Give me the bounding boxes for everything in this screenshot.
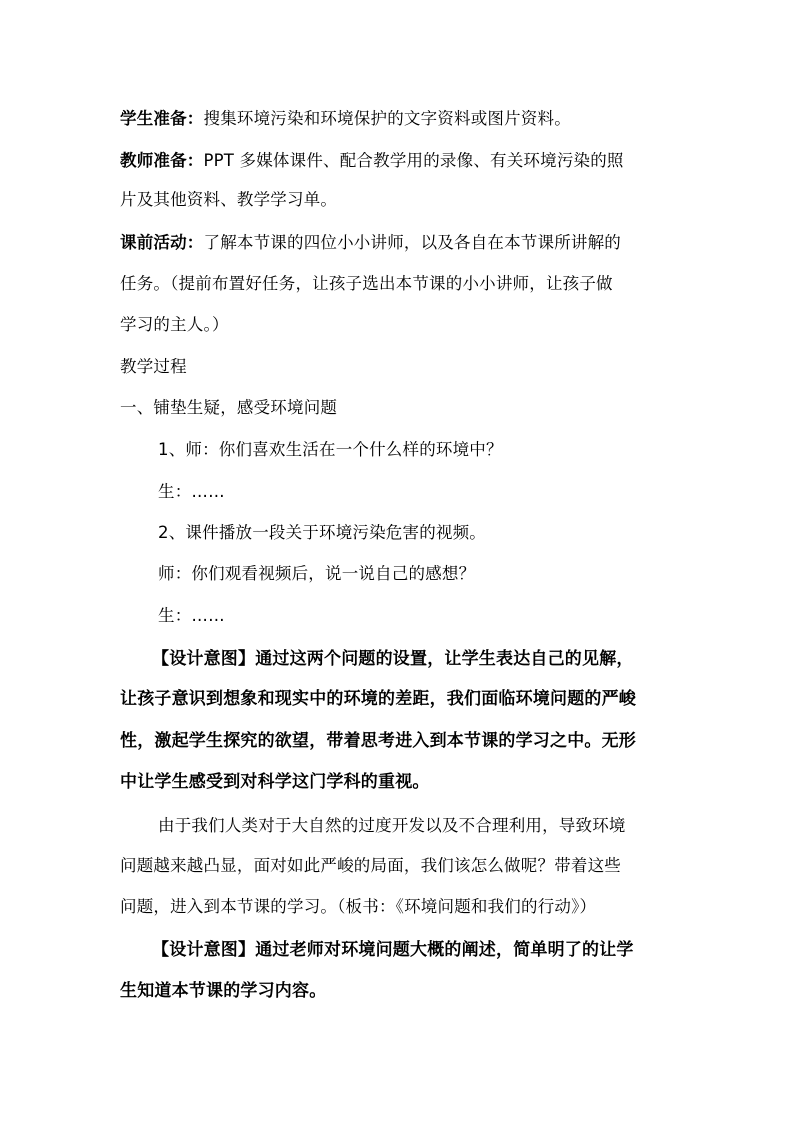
transition-line-1: 由于我们人类对于大自然的过度开发以及不合理利用，导致环境 — [158, 816, 626, 835]
design-intent-1-line-1: 【设计意图】通过这两个问题的设置，让学生表达自己的见解， — [152, 649, 634, 669]
process-heading: 教学过程 — [120, 357, 187, 376]
design-intent-1-line-3: 性，激起学生探究的欲望，带着思考进入到本节课的学习之中。无形 — [120, 731, 636, 751]
dialogue-line-4: 师：你们观看视频后，说一说自己的感想？ — [158, 564, 476, 583]
pre-class-line-3: 学习的主人。） — [120, 315, 229, 334]
pre-class-text-1: 了解本节课的四位小小讲师，以及各自在本节课所讲解的 — [203, 233, 621, 252]
dialogue-line-5: 生：…… — [158, 606, 225, 625]
teacher-prep-line-1 — [120, 150, 680, 172]
design-intent-1-line-2: 让孩子意识到想象和现实中的环境的差距，我们面临环境问题的严峻 — [120, 689, 636, 709]
teacher-prep-text-1: PPT 多媒体课件、配合教学用的录像、有关环境污染的照 — [203, 151, 624, 170]
dialogue-line-2: 生：…… — [158, 482, 225, 501]
design-intent-2-line-1: 【设计意图】通过老师对环境问题大概的阐述，简单明了的让学 — [152, 940, 634, 960]
design-intent-1-line-4: 中让学生感受到对科学这门学科的重视。 — [120, 772, 430, 792]
teacher-prep-line-2: 片及其他资料、教学学习单。 — [120, 190, 338, 209]
student-prep-label: 学生准备： — [120, 109, 204, 128]
pre-class-line-1 — [120, 232, 680, 254]
transition-line-2: 问题越来越凸显，面对如此严峻的局面，我们该怎么做呢？带着这些 — [120, 856, 621, 875]
teacher-prep-label: 教师准备： — [120, 151, 204, 170]
dialogue-line-1: 1、师：你们喜欢生活在一个什么样的环境中？ — [158, 440, 503, 459]
section1-heading: 一、铺垫生疑，感受环境问题 — [120, 398, 338, 417]
design-intent-2-line-2: 生知道本节课的学习内容。 — [120, 981, 327, 1001]
pre-class-label: 课前活动： — [120, 233, 204, 252]
student-prep-line — [120, 108, 680, 130]
dialogue-line-3: 2、课件播放一段关于环境污染危害的视频。 — [158, 523, 486, 542]
pre-class-line-2: 任务。（提前布置好任务，让孩子选出本节课的小小讲师，让孩子做 — [120, 274, 613, 293]
transition-line-3: 问题，进入到本节课的学习。（板书：《环境问题和我们的行动》） — [120, 897, 597, 916]
student-prep-text: 搜集环境污染和环境保护的文字资料或图片资料。 — [203, 109, 571, 128]
